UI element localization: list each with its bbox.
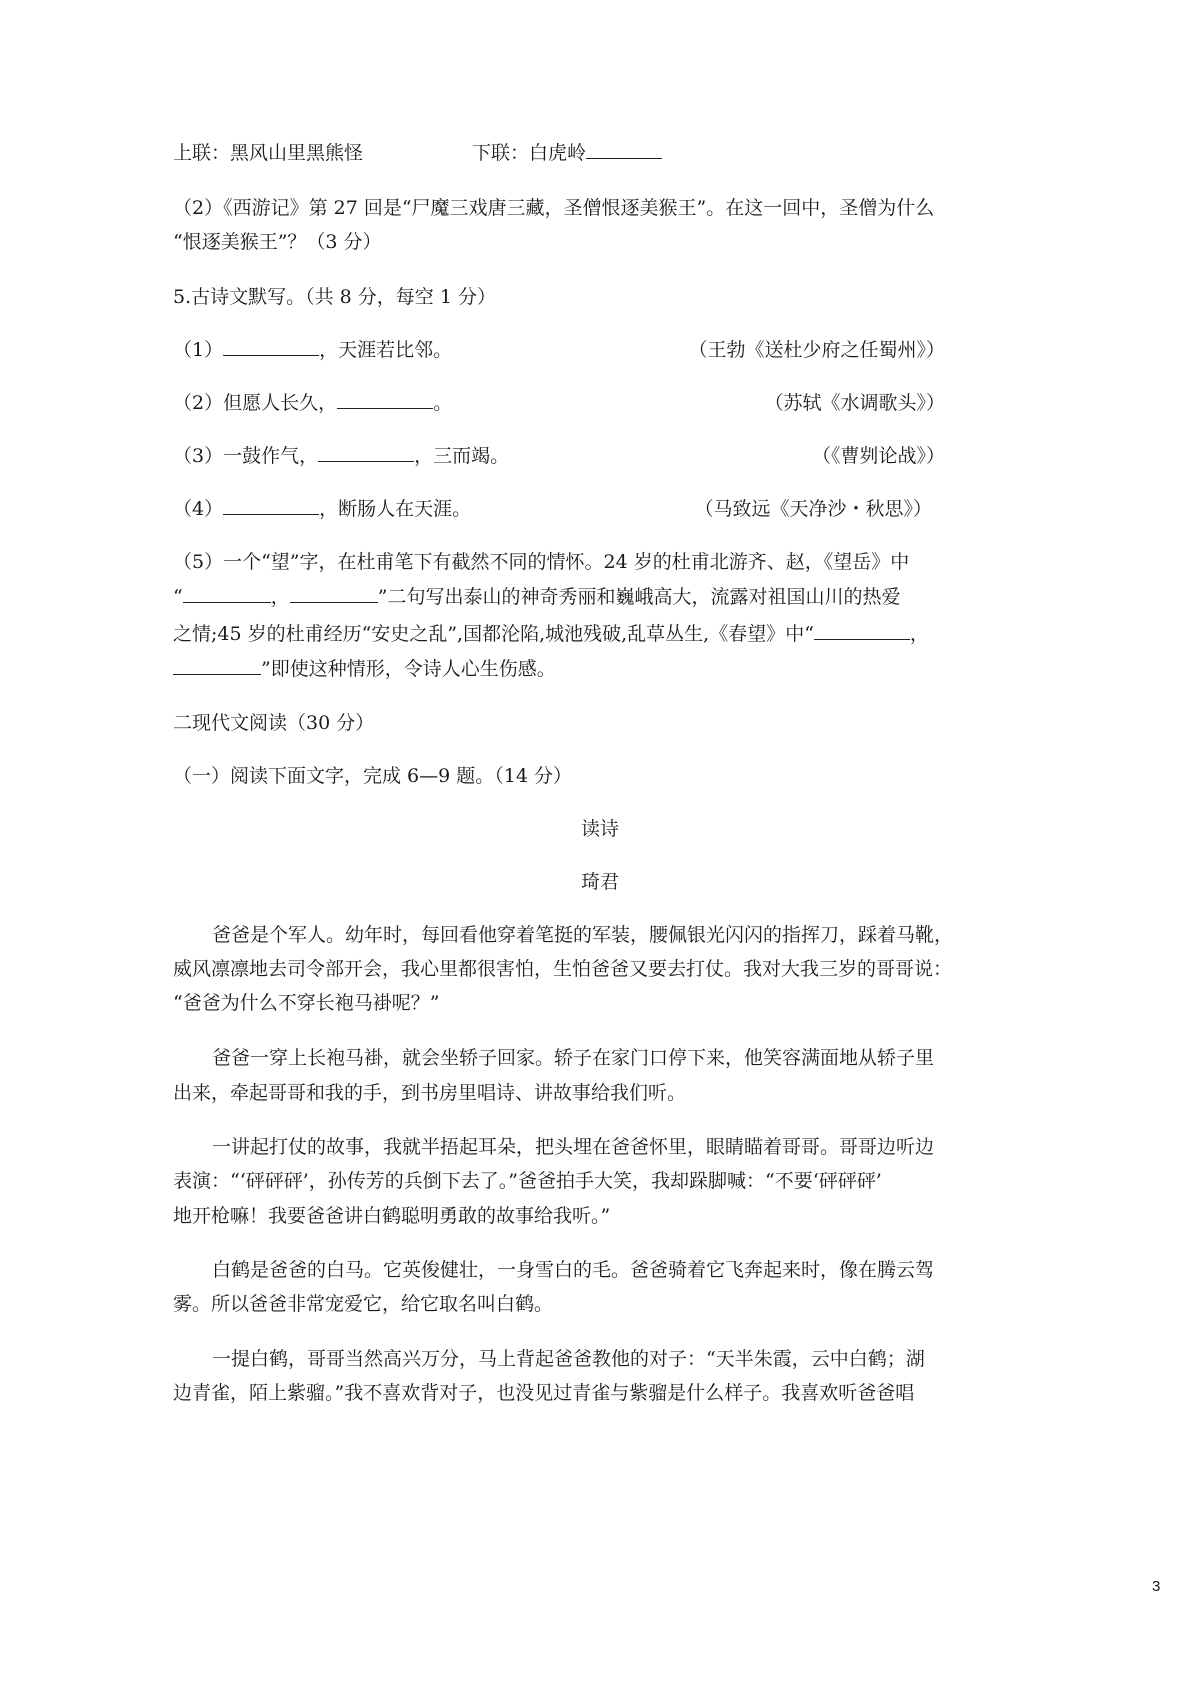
paragraph-line: 表演：“‘砰砰砰’，孙传芳的兵倒下去了。”爸爸拍手大笑，我却跺脚喊：“不要‘砰砰砰’ [173, 1170, 882, 1192]
q5-item-num: （3）一鼓作气， [173, 445, 319, 467]
paragraph-line: 地开枪嘛！我要爸爸讲白鹤聪明勇敢的故事给我听。” [173, 1205, 611, 1227]
page-number: 3 [1152, 1578, 1161, 1595]
paragraph-line: 出来，牵起哥哥和我的手，到书房里唱诗、讲故事给我们听。 [173, 1082, 687, 1104]
paragraph-line: 一讲起打仗的故事，我就半捂起耳朵，把头埋在爸爸怀里，眼睛瞄着哥哥。哥哥边听边 [212, 1136, 935, 1158]
q5-item-text: ，三而竭。 [414, 445, 510, 467]
paragraph-line: 威风凛凛地去司令部开会，我心里都很害怕，生怕爸爸又要去打仗。我对大我三岁的哥哥说： [173, 958, 953, 980]
q5-title: 5.古诗文默写。（共 8 分，每空 1 分） [173, 286, 496, 308]
paragraph-line: 爸爸是个军人。幼年时，每回看他穿着笔挺的军装，腰佩银光闪闪的指挥刀，踩着马靴， [212, 924, 954, 946]
q5-item5-text: ”即使这种情形，令诗人心生伤感。 [261, 658, 556, 680]
couplet-lower-text: 下联：白虎岭 [472, 142, 587, 164]
q4-2-line2: “恨逐美猴王”？（3 分） [173, 231, 382, 253]
paragraph-line: “爸爸为什么不穿长袍马褂呢？” [173, 992, 440, 1014]
paragraph-line: 白鹤是爸爸的白马。它英俊健壮，一身雪白的毛。爸爸骑着它飞奔起来时，像在腾云驾 [212, 1259, 935, 1281]
q5-item5-line4 [173, 655, 556, 683]
answer-blank[interactable] [586, 140, 662, 159]
q5-item-num: （2）但愿人长久， [173, 392, 338, 414]
q5-item-text: ，天涯若比邻。 [319, 339, 453, 361]
quote-open: “ [173, 586, 183, 608]
q5-item5-text: 之情;45 岁的杜甫经历“安史之乱”,国都沦陷,城池残破,乱草丛生,《春望》中“ [173, 623, 814, 645]
answer-blank[interactable] [318, 443, 414, 462]
q5-item-text: 。 [433, 392, 453, 414]
answer-blank[interactable] [337, 390, 433, 409]
q5-item-num: （4） [173, 498, 224, 520]
answer-blank[interactable] [173, 656, 261, 675]
article-title: 读诗 [580, 818, 619, 840]
q5-item5-line1: （5）一个“望”字，在杜甫笔下有截然不同的情怀。24 岁的杜甫北游齐、赵，《望岳》中 [173, 551, 910, 573]
q5-item-source: （马致远《天净沙・秋思》） [694, 498, 932, 520]
section-title: 二现代文阅读（30 分） [173, 712, 375, 734]
q5-item-source: （《曹刿论战》） [811, 445, 945, 467]
answer-blank[interactable] [290, 584, 378, 603]
q5-item-source: （王勃《送杜少府之任蜀州》） [688, 339, 945, 361]
comma: ， [270, 586, 290, 608]
q5-item5-text: ”二句写出泰山的神奇秀丽和巍峨高大，流露对祖国山川的热爱 [377, 586, 901, 608]
answer-blank[interactable] [183, 584, 271, 603]
couplet-upper: 上联：黑风山里黑熊怪 [173, 142, 364, 164]
q5-item5-line2 [173, 583, 900, 611]
q5-item-1 [173, 336, 452, 364]
article-author: 琦君 [580, 871, 619, 893]
q5-item-3 [173, 442, 509, 470]
paragraph-line: 爸爸一穿上长袍马褂，就会坐轿子回家。轿子在家门口停下来，他笑容满面地从轿子里 [212, 1047, 935, 1069]
q5-item-source: （苏轼《水调歌头》） [764, 392, 945, 414]
q5-item-2 [173, 389, 452, 417]
answer-blank[interactable] [814, 621, 910, 640]
paragraph-line: 一提白鹤，哥哥当然高兴万分，马上背起爸爸教他的对子：“天半朱霞，云中白鹤；湖 [212, 1348, 925, 1370]
section-subtitle: （一）阅读下面文字，完成 6—9 题。（14 分） [173, 765, 572, 787]
paragraph-line: 雾。所以爸爸非常宠爱它，给它取名叫白鹤。 [173, 1293, 554, 1315]
q5-item-num: （1） [173, 339, 224, 361]
paragraph-line: 边青雀，陌上紫骝。”我不喜欢背对子，也没见过青雀与紫骝是什么样子。我喜欢听爸爸唱 [173, 1382, 915, 1404]
q4-2-line1: （2）《西游记》第 27 回是“尸魔三戏唐三藏，圣僧恨逐美猴王”。在这一回中，圣僧为什么 [173, 197, 935, 219]
q5-item-text: ，断肠人在天涯。 [319, 498, 472, 520]
answer-blank[interactable] [223, 337, 319, 356]
q5-item5-line3 [173, 620, 929, 648]
comma: ， [909, 623, 929, 645]
answer-blank[interactable] [223, 496, 319, 515]
q5-item-4 [173, 495, 471, 523]
couplet-lower [472, 139, 662, 167]
